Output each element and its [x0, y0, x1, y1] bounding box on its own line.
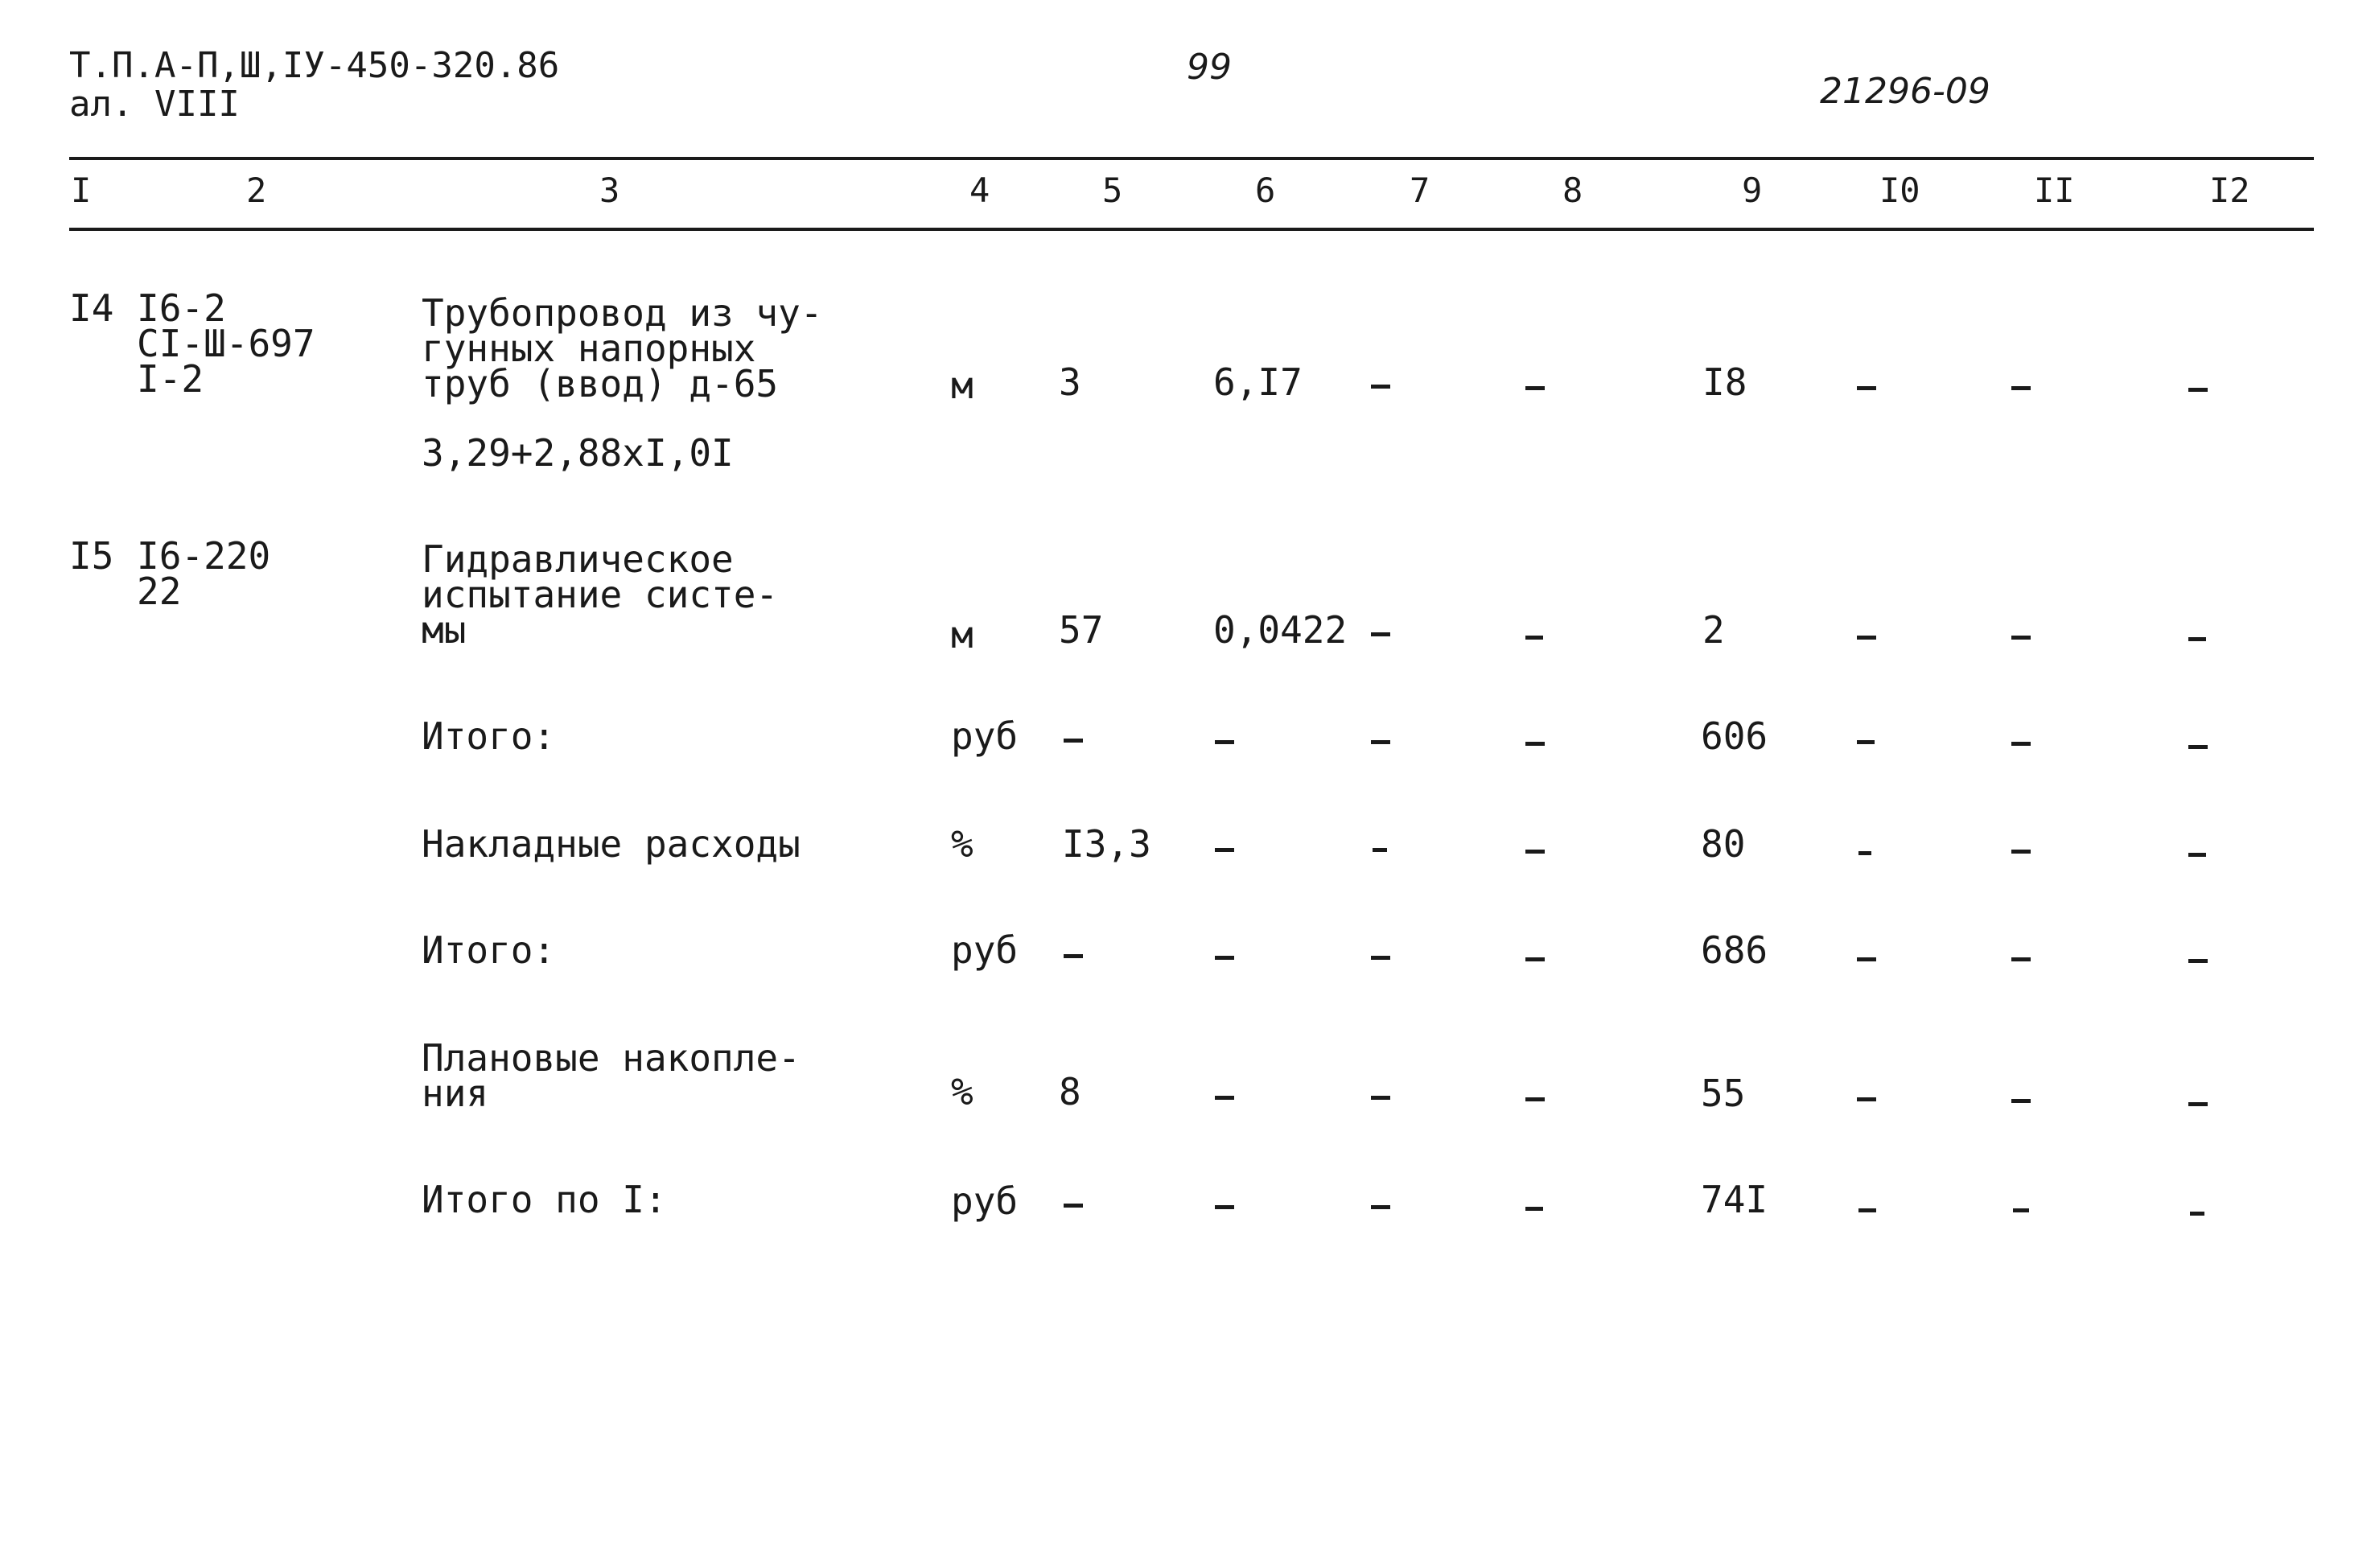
summary-4-col8-dash	[1525, 1097, 1545, 1101]
summary-3-unit: руб	[951, 928, 1019, 972]
row-15-description-line-1: Гидравлическое	[422, 537, 734, 581]
summary-4-col6-dash	[1215, 1096, 1234, 1100]
summary-4-label-line-2: ния	[422, 1072, 489, 1115]
row-14-description-line-3: труб (ввод) д-65	[422, 362, 779, 405]
column-header-8: 8	[1562, 171, 1583, 210]
summary-5-col7-dash	[1371, 1205, 1390, 1209]
summary-5-col11-dash	[2013, 1208, 2029, 1212]
summary-1-label: Итого:	[422, 714, 556, 758]
summary-5-col5-dash	[1064, 1204, 1083, 1208]
summary-1-col11-dash	[2011, 742, 2031, 746]
summary-5-label: Итого по I:	[422, 1178, 667, 1221]
row-14-code-line-1: I6-2	[137, 286, 226, 330]
row-14-number: I4	[69, 286, 114, 330]
summary-3-col12-dash	[2188, 959, 2208, 963]
summary-5-col12-dash	[2190, 1212, 2204, 1216]
column-header-5: 5	[1102, 171, 1123, 210]
summary-3-col7-dash	[1371, 956, 1390, 960]
summary-5-unit: руб	[951, 1179, 1019, 1223]
column-header-9: 9	[1742, 171, 1763, 210]
summary-3-col11-dash	[2011, 957, 2031, 961]
row-14-code-line-2: CI-Ш-697	[137, 322, 315, 365]
row-14-description-line-1: Трубопровод из чу-	[422, 291, 823, 335]
row-14-col7-dash	[1371, 385, 1390, 389]
summary-2-col5-value: I3,3	[1062, 822, 1151, 866]
row-14-col12-dash	[2188, 388, 2208, 392]
header-top-rule	[69, 157, 2314, 160]
row-15-description-line-2: испытание систе-	[422, 573, 779, 616]
page-number: 99	[1187, 47, 1232, 88]
column-header-1: I	[71, 171, 92, 210]
summary-2-label: Накладные расходы	[422, 822, 801, 866]
row-15-col7-dash	[1371, 632, 1390, 636]
row-15-col11-dash	[2011, 636, 2031, 640]
summary-2-col8-dash	[1525, 850, 1545, 854]
column-header-2: 2	[246, 171, 267, 210]
summary-4-unit: %	[951, 1070, 973, 1113]
column-header-7: 7	[1410, 171, 1430, 210]
row-14-quantity: 3	[1059, 360, 1081, 404]
row-15-col9-value: 2	[1702, 608, 1725, 652]
column-header-11: II	[2034, 171, 2075, 210]
row-15-unit: м	[951, 613, 973, 656]
summary-2-col11-dash	[2011, 850, 2031, 854]
summary-2-col7-dash	[1373, 848, 1387, 852]
summary-1-col5-dash	[1064, 739, 1083, 743]
summary-1-unit: руб	[951, 714, 1019, 758]
summary-1-col10-dash	[1857, 740, 1875, 744]
summary-4-col7-dash	[1371, 1096, 1390, 1100]
row-14-description-line-2: гунных напорных	[422, 327, 756, 370]
document-designation: Т.П.А-П,Ш,IУ-450-320.86	[69, 45, 560, 86]
summary-1-col8-dash	[1525, 742, 1545, 746]
summary-3-col10-dash	[1857, 957, 1876, 961]
summary-4-col10-dash	[1857, 1097, 1876, 1101]
row-14-col10-dash	[1857, 386, 1876, 390]
summary-4-col5-value: 8	[1059, 1070, 1081, 1113]
summary-2-col10-dash	[1858, 851, 1871, 855]
header-bottom-rule	[69, 228, 2314, 231]
row-15-quantity: 57	[1059, 608, 1104, 652]
summary-3-col8-dash	[1525, 957, 1545, 961]
row-14-col8-dash	[1525, 386, 1545, 390]
row-15-number: I5	[69, 534, 114, 578]
row-15-description-line-3: мы	[422, 608, 467, 652]
row-15-col10-dash	[1857, 636, 1876, 640]
summary-5-col9-value: 74I	[1701, 1178, 1768, 1221]
summary-5-col6-dash	[1215, 1205, 1234, 1209]
album-label: ал. VIII	[69, 84, 240, 125]
row-14-formula: 3,29+2,88xI,0I	[422, 431, 734, 475]
summary-4-col9-value: 55	[1701, 1072, 1746, 1115]
column-header-6: 6	[1255, 171, 1276, 210]
summary-2-col12-dash	[2188, 853, 2206, 857]
column-header-4: 4	[969, 171, 990, 210]
summary-4-col12-dash	[2188, 1102, 2208, 1106]
summary-3-label: Итого:	[422, 928, 556, 972]
summary-1-col9-value: 606	[1701, 714, 1768, 758]
summary-1-col6-dash	[1215, 740, 1234, 744]
row-14-col9-value: I8	[1702, 360, 1747, 404]
row-15-col12-dash	[2188, 637, 2206, 641]
summary-2-col6-dash	[1215, 848, 1234, 852]
summary-4-col11-dash	[2011, 1099, 2031, 1103]
column-header-12: I2	[2209, 171, 2250, 210]
row-15-price: 0,0422	[1213, 608, 1348, 652]
summary-3-col5-dash	[1064, 954, 1083, 958]
row-14-code-line-3: I-2	[137, 357, 204, 401]
row-14-price: 6,I7	[1213, 360, 1303, 404]
row-14-col11-dash	[2011, 386, 2031, 390]
row-15-col8-dash	[1525, 636, 1543, 640]
row-15-code-line-2: 22	[137, 570, 182, 613]
summary-3-col6-dash	[1215, 956, 1234, 960]
summary-5-col8-dash	[1525, 1207, 1543, 1211]
summary-1-col12-dash	[2188, 745, 2208, 749]
document-code: 21296-09	[1820, 71, 1990, 112]
summary-2-unit: %	[951, 822, 973, 866]
summary-4-label-line-1: Плановые накопле-	[422, 1036, 801, 1080]
summary-2-col9-value: 80	[1701, 822, 1746, 866]
column-header-3: 3	[599, 171, 620, 210]
summary-1-col7-dash	[1371, 740, 1390, 744]
row-15-code-line-1: I6-220	[137, 534, 271, 578]
row-14-unit: м	[951, 364, 973, 407]
summary-5-col10-dash	[1858, 1208, 1876, 1212]
column-header-10: I0	[1879, 171, 1920, 210]
summary-3-col9-value: 686	[1701, 928, 1768, 972]
